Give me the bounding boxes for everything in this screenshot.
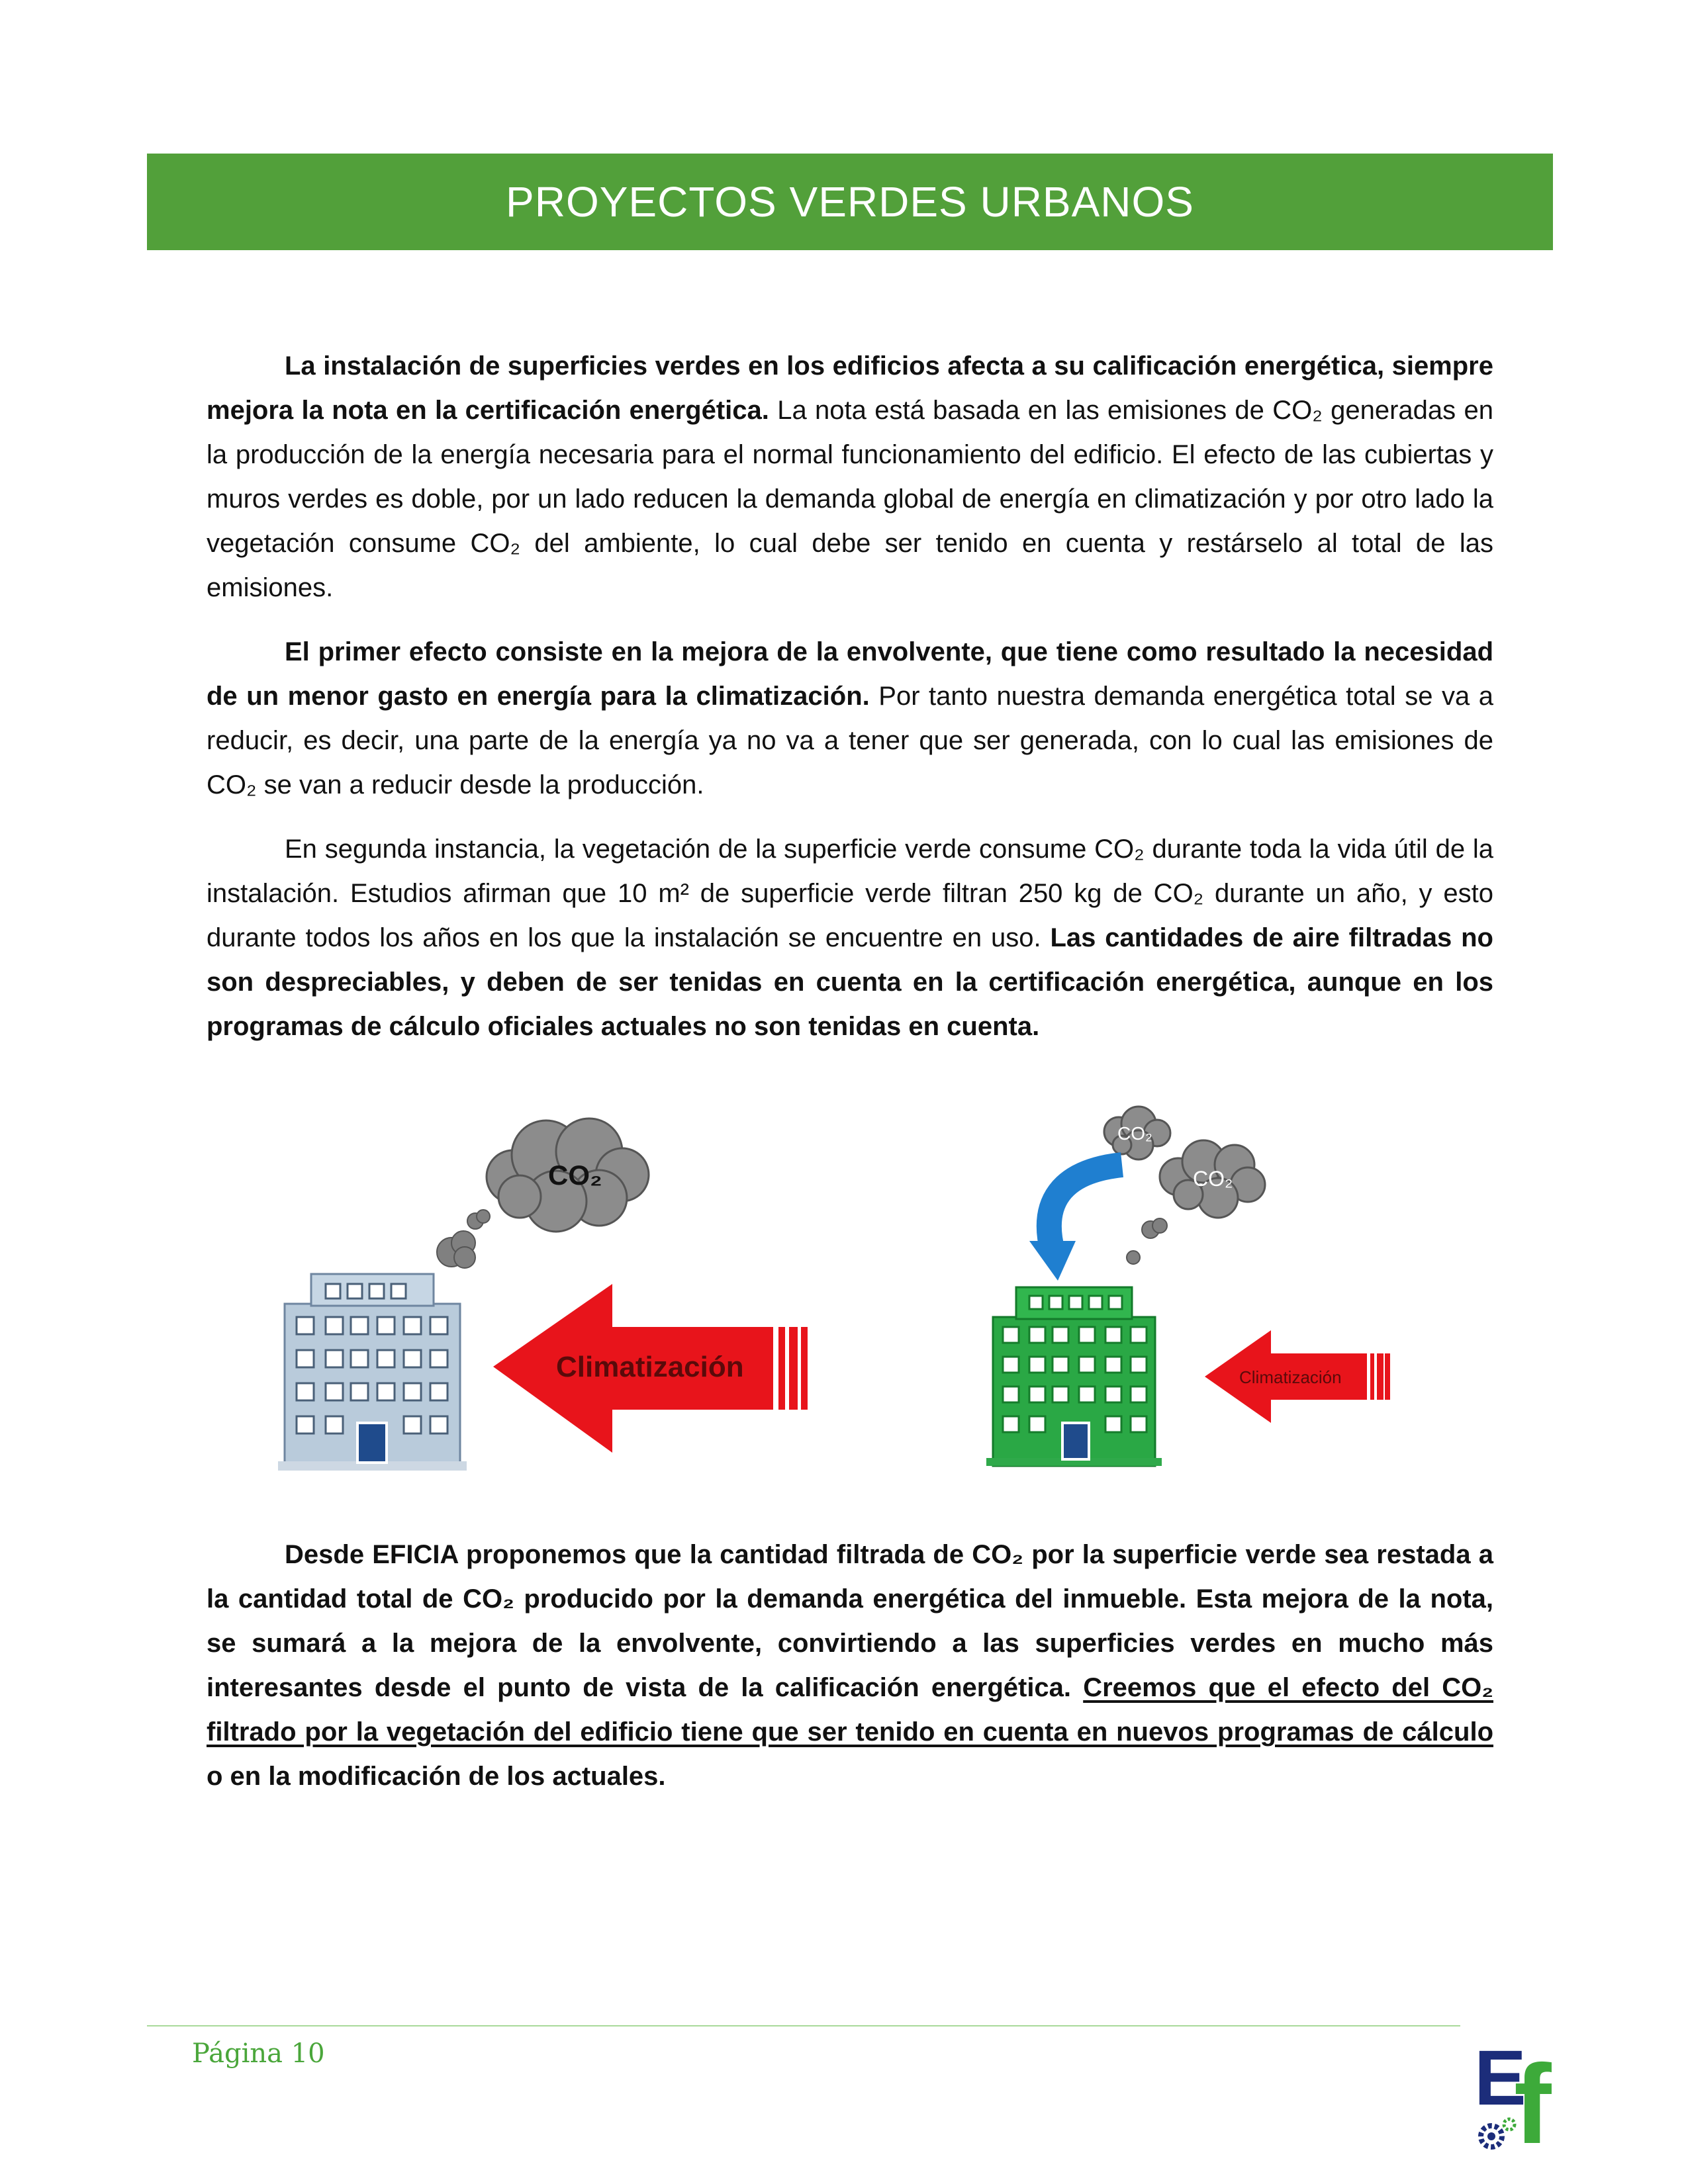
header-banner	[147, 154, 1553, 250]
logo-letter-e: E	[1474, 2034, 1526, 2122]
paragraph-4-underlined: Creemos que el efecto del CO₂ filtrado por la vegetación del edificio tiene que ser tenido en cuenta en nuevos programas de cálculo	[207, 1673, 1493, 1747]
smoke-puffs-icon	[1127, 1218, 1167, 1264]
co2-cloud-medium-label: CO₂	[1193, 1167, 1233, 1191]
paragraph-2	[207, 630, 1493, 807]
paragraph-4-bold-end: o en la modificación de los actuales.	[207, 1762, 666, 1791]
paragraph-2-text: Por tanto nuestra demanda energética total se va a reducir, es decir, una parte de la energía ya no va a tener que ser generada, con lo cual las emisiones de CO₂ se van a reducir desde la producción.	[207, 682, 1493, 799]
door-icon	[1062, 1423, 1089, 1459]
paragraph-1-bold: La instalación de superficies verdes en los edificios afecta a su calificación energética, siempre mejora la nota en la certificación energética.	[207, 351, 1493, 425]
gray-building-icon	[278, 1274, 467, 1471]
paragraph-3	[207, 827, 1493, 1049]
paragraph-3-text: En segunda instancia, la vegetación de la superficie verde consume CO₂ durante toda la vida útil de la instalación. Estudios afirman que 10 m² de superficie verde filtran 250 kg de CO₂ durante un año, y esto durante todos los años en los que la instalación se encuentre en uso.	[207, 835, 1493, 952]
paragraph-2-bold: El primer efecto consiste en la mejora de la envolvente, que tiene como resultado la necesidad de un menor gasto en energía para la climatización.	[207, 637, 1493, 711]
green-building-icon	[986, 1287, 1162, 1466]
body-text-top	[207, 344, 1493, 1049]
green-building-illustration	[980, 1092, 1403, 1482]
page-title: PROYECTOS VERDES URBANOS	[506, 178, 1194, 226]
paragraph-1	[207, 344, 1493, 610]
climatizacion-small-label: Climatización	[1239, 1367, 1342, 1387]
small-gear-icon	[1504, 2119, 1515, 2130]
conventional-building-illustration	[265, 1099, 821, 1482]
footer-divider	[147, 2025, 1460, 2026]
page-number: Página 10	[192, 2038, 325, 2069]
paragraph-4-bold: Desde EFICIA proponemos que la cantidad filtrada de CO₂ por la superficie verde sea restada a la cantidad total de CO₂ producido por la demanda energética del inmueble. Esta mejora de la nota, se sumará a la mejora de la envolvente, convirtiendo a las superficies verdes en mucho más interesantes desde el punto de vista de la calificación energética.	[207, 1540, 1493, 1702]
co2-cloud-label: CO₂	[548, 1160, 602, 1191]
absorption-arrow-icon	[1029, 1165, 1122, 1281]
paragraph-1-text: La nota está basada en las emisiones de CO₂ generadas en la producción de la energía necesaria para el normal funcionamiento del edificio. El efecto de las cubiertas y muros verdes es doble, por un lado reducen la demanda global de energía en climatización y por otro lado la vegetación consume CO₂ del ambiente, lo cual debe ser tenido en cuenta y restárselo al total de las emisiones.	[207, 396, 1493, 602]
paragraph-4	[207, 1533, 1493, 1799]
paragraph-3-bold: Las cantidades de aire filtradas no son despreciables, y deben de ser tenidas en cuenta en la certificación energética, aunque en los programas de cálculo oficiales actuales no son tenidas en cuenta.	[207, 923, 1493, 1041]
smoke-puffs-icon	[437, 1210, 490, 1268]
climatizacion-label: Climatización	[556, 1351, 744, 1383]
eficia-logo	[1473, 2025, 1552, 2158]
co2-cloud-small-label: CO₂	[1117, 1123, 1152, 1144]
gear-icon	[1481, 2126, 1502, 2147]
logo-letter-f: f	[1514, 2042, 1552, 2158]
door-icon	[357, 1423, 387, 1463]
body-text-bottom	[207, 1533, 1493, 1799]
